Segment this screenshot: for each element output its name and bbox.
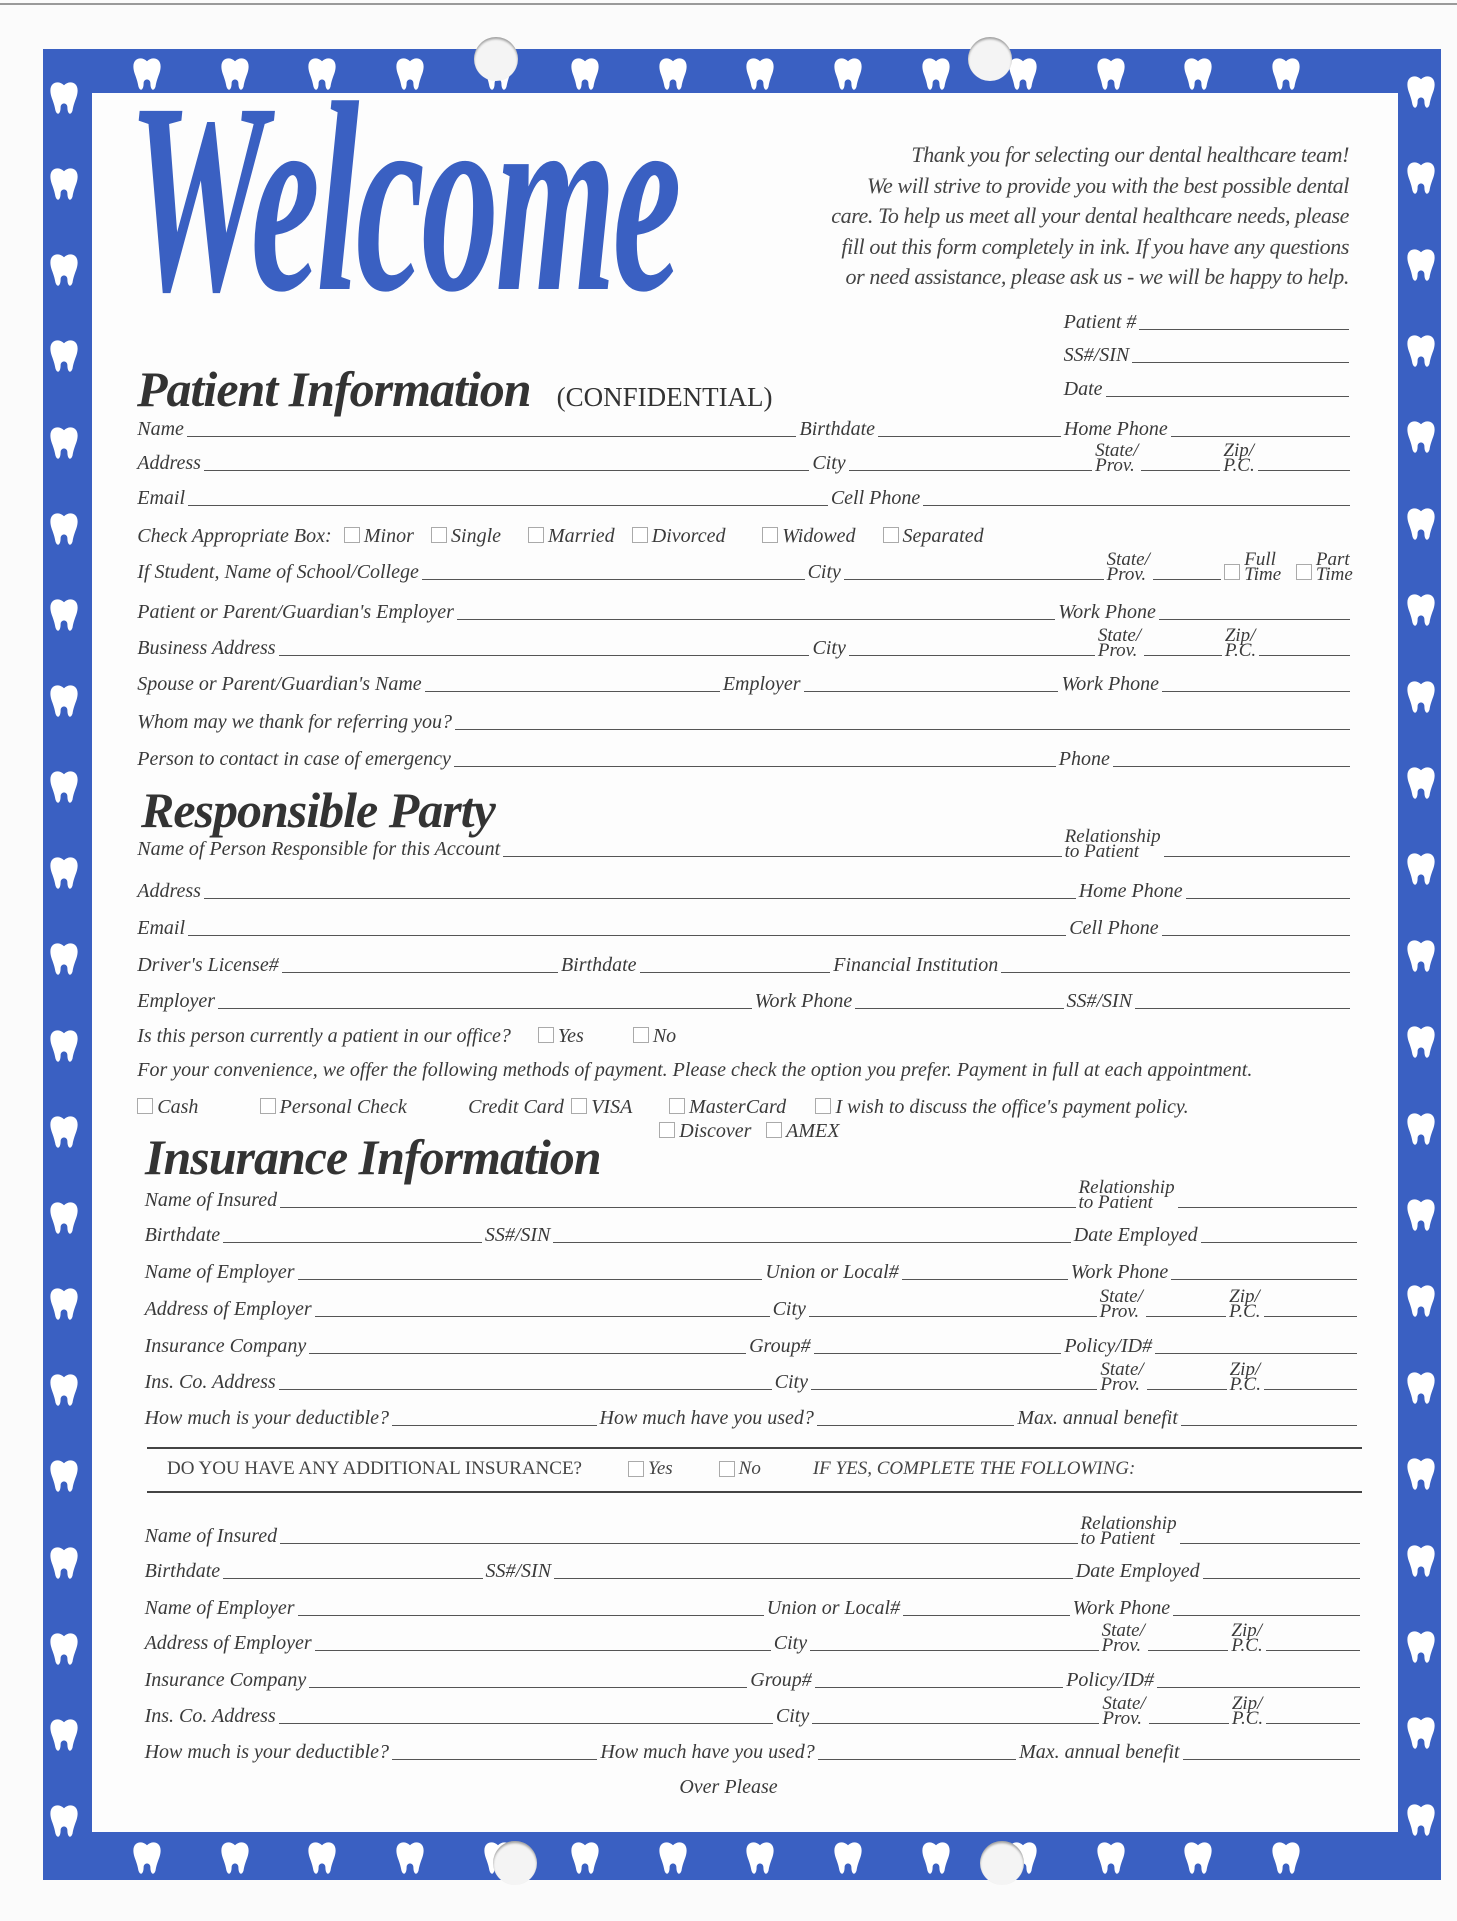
patient-label: Patient #: [1063, 311, 1137, 334]
tooth-icon: [47, 424, 81, 462]
person-to-contact-in-case-of-emergency-label: Person to contact in case of emergency: [137, 747, 451, 770]
city-label: City: [812, 452, 846, 475]
tooth-icon: [393, 1839, 427, 1877]
phone-input[interactable]: [1113, 766, 1350, 767]
home-phone-label: Home Phone: [1063, 418, 1168, 441]
tooth-icon: [1404, 937, 1438, 975]
tooth-icon: [1404, 850, 1438, 888]
birthdate-label: Birthdate: [560, 953, 637, 976]
state-prov-label: State/ Prov.: [1097, 625, 1142, 662]
discover-option[interactable]: [659, 1122, 751, 1143]
cash-checkbox[interactable]: [137, 1098, 153, 1114]
tooth-icon: [1404, 591, 1438, 629]
over-please-note: Over Please: [679, 1776, 778, 1798]
tooth-icon: [919, 1839, 953, 1877]
how-much-have-you-used-input[interactable]: [817, 1425, 1014, 1426]
if-student-name-of-school-college-label: If Student, Name of School/College: [137, 561, 419, 584]
zip-p-c-label: Zip/ P.C.: [1224, 625, 1257, 662]
welcome-heading: Welcome: [128, 47, 679, 348]
driver-s-license-label: Driver's License#: [137, 953, 279, 976]
employer-label: Employer: [722, 672, 801, 695]
part-time-checkbox[interactable]: [1296, 564, 1312, 580]
union-or-local-label: Union or Local#: [766, 1596, 901, 1619]
address-label: Address: [137, 452, 201, 475]
amex-option[interactable]: [766, 1122, 839, 1143]
tooth-icon: [1404, 1369, 1438, 1407]
how-much-have-you-used-label: How much have you used?: [599, 1406, 814, 1429]
additional-yes-label: Yes: [648, 1458, 673, 1479]
tooth-icon: [1269, 55, 1303, 93]
cash-label: Cash: [157, 1095, 199, 1118]
additional-no-label: No: [738, 1458, 761, 1479]
insurance-row: [145, 1386, 1361, 1430]
tooth-icon: [1404, 1023, 1438, 1061]
zip-p-c-label: Zip/ P.C.: [1231, 1692, 1264, 1729]
tooth-icon: [919, 55, 953, 93]
tooth-icon: [1404, 678, 1438, 716]
business-address-label: Business Address: [137, 637, 276, 660]
financial-institution-label: Financial Institution: [833, 953, 999, 976]
how-much-is-your-deductible-label: How much is your deductible?: [144, 1741, 389, 1764]
divider: [147, 1491, 1362, 1493]
tooth-icon: [1404, 764, 1438, 802]
email-label: Email: [137, 486, 186, 509]
tooth-icon: [568, 1839, 602, 1877]
responsible-row: [137, 817, 1353, 861]
tooth-icon: [1404, 1542, 1438, 1580]
tooth-icon: [218, 1839, 252, 1877]
union-or-local-label: Union or Local#: [765, 1261, 899, 1284]
group-label: Group#: [749, 1334, 811, 1357]
ss-sin-label: SS#/SIN: [484, 1224, 551, 1247]
how-much-is-your-deductible-input[interactable]: [392, 1759, 597, 1760]
tooth-icon: [47, 1027, 81, 1065]
name-of-insured-label: Name of Insured: [144, 1524, 278, 1547]
work-phone-label: Work Phone: [754, 990, 853, 1013]
email-label: Email: [137, 916, 186, 939]
ins-co-address-label: Ins. Co. Address: [144, 1371, 276, 1394]
tooth-icon: [47, 79, 81, 117]
additional-insurance-question: [167, 1458, 1135, 1480]
personal-check-checkbox[interactable]: [260, 1098, 276, 1114]
header-row: [1064, 357, 1352, 401]
ss-sin-label: SS#/SIN: [485, 1560, 552, 1583]
how-much-have-you-used-input[interactable]: [818, 1759, 1016, 1760]
no-label: No: [652, 1024, 677, 1047]
visa-checkbox[interactable]: [571, 1098, 587, 1114]
address-label: Address: [137, 879, 201, 902]
instruction-text: For your convenience, we offer the following methods of payment. Please check the option you prefer. Payment in full at each appointment.: [137, 1058, 1253, 1081]
patient-or-parent-guardian-s-employer-label: Patient or Parent/Guardian's Employer: [137, 600, 454, 623]
city-label: City: [775, 1704, 810, 1727]
birthdate-label: Birthdate: [144, 1560, 221, 1583]
tooth-icon: [1404, 1196, 1438, 1234]
divorced-label: Divorced: [651, 524, 726, 547]
policy-id-label: Policy/ID#: [1066, 1669, 1154, 1692]
name-of-person-responsible-for-this-acco-label: Name of Person Responsible for this Account: [137, 838, 501, 861]
ss-sin-label: SS#/SIN: [1066, 990, 1133, 1013]
how-much-have-you-used-label: How much have you used?: [600, 1741, 815, 1764]
zip-p-c-label: Zip/ P.C.: [1231, 1620, 1263, 1657]
state-prov-label: State/ Prov.: [1101, 1620, 1145, 1657]
tooth-icon: [305, 1839, 339, 1877]
max-annual-benefit-label: Max. annual benefit: [1017, 1406, 1178, 1429]
tooth-icon: [47, 510, 81, 548]
tooth-icon: [831, 1839, 865, 1877]
punch-hole: [980, 1841, 1024, 1885]
tooth-icon: [1404, 1282, 1438, 1320]
married-label: Married: [547, 524, 615, 547]
address-of-employer-label: Address of Employer: [144, 1632, 312, 1655]
section-title-text: Patient Information: [137, 361, 531, 417]
work-phone-label: Work Phone: [1072, 1596, 1171, 1619]
date-employed-label: Date Employed: [1075, 1560, 1200, 1583]
work-phone-label: Work Phone: [1070, 1261, 1169, 1284]
state-prov-label: State/ Prov.: [1102, 1692, 1146, 1729]
home-phone-label: Home Phone: [1078, 879, 1183, 902]
relationship-to-patient-label: Relationship to Patient: [1080, 1512, 1177, 1549]
tooth-icon: [743, 1839, 777, 1877]
additional-yes-checkbox[interactable]: [628, 1461, 644, 1477]
zip-p-c-label: Zip/ P.C.: [1229, 1285, 1261, 1322]
tooth-icon: [47, 251, 81, 289]
tooth-icon: [1404, 1455, 1438, 1493]
punch-hole: [968, 37, 1012, 81]
yes-label: Yes: [557, 1024, 584, 1047]
tooth-icon: [47, 1371, 81, 1409]
tooth-icon: [656, 1839, 690, 1877]
tooth-icon: [1094, 1839, 1128, 1877]
city-label: City: [774, 1371, 808, 1394]
tooth-icon: [1404, 1801, 1438, 1839]
patient-row: [137, 540, 1353, 584]
additional-instruction: IF YES, COMPLETE THE FOLLOWING:: [812, 1458, 1136, 1479]
cash-option[interactable]: [137, 1095, 199, 1119]
work-phone-input[interactable]: [855, 1008, 1063, 1009]
group-label: Group#: [750, 1669, 812, 1692]
tooth-icon: [1404, 1628, 1438, 1666]
additional-no-checkbox[interactable]: [719, 1461, 735, 1477]
tooth-icon: [47, 1113, 81, 1151]
discover-checkbox[interactable]: [659, 1122, 675, 1138]
tooth-icon: [47, 1544, 81, 1582]
confidential-label: (CONFIDENTIAL): [556, 382, 773, 412]
tooth-icon: [743, 55, 777, 93]
separated-label: Separated: [902, 524, 984, 547]
tooth-icon: [1404, 1714, 1438, 1752]
state-prov-label: State/ Prov.: [1100, 1359, 1144, 1396]
tooth-icon: [1094, 55, 1128, 93]
intro-message: [729, 140, 1349, 293]
spouse-or-parent-guardian-s-name-label: Spouse or Parent/Guardian's Name: [137, 672, 422, 695]
minor-label: Minor: [363, 524, 414, 547]
state-prov-label: State/ Prov.: [1106, 549, 1150, 586]
city-label: City: [773, 1632, 808, 1655]
tooth-icon: [47, 1199, 81, 1237]
intro-line: We will strive to provide you with the best possible dental: [867, 172, 1349, 198]
widowed-label: Widowed: [782, 524, 856, 547]
insurance-company-label: Insurance Company: [144, 1669, 307, 1692]
insurance-information-title: Insurance Information: [145, 1129, 601, 1185]
tooth-icon: [1404, 159, 1438, 197]
name-of-employer-label: Name of Employer: [144, 1596, 295, 1619]
tooth-icon: [130, 1839, 164, 1877]
amex-checkbox[interactable]: [766, 1122, 782, 1138]
divider: [147, 1447, 1362, 1449]
single-label: Single: [451, 524, 502, 547]
tooth-icon: [1404, 246, 1438, 284]
tooth-icon: [1404, 418, 1438, 456]
policy-id-label: Policy/ID#: [1064, 1334, 1153, 1357]
city-label: City: [812, 637, 846, 660]
tooth-icon: [1404, 505, 1438, 543]
instruction-text: Is this person currently a patient in our office?: [137, 1024, 511, 1047]
responsible-row: [659, 1095, 840, 1143]
additional-insurance-label: DO YOU HAVE ANY ADDITIONAL INSURANCE?: [167, 1458, 582, 1479]
tooth-icon: [47, 1285, 81, 1323]
tooth-icon: [47, 165, 81, 203]
name-of-employer-label: Name of Employer: [144, 1261, 295, 1284]
intro-line: or need assistance, please ask us - we will be happy to help.: [845, 264, 1349, 290]
city-label: City: [772, 1297, 806, 1320]
instruction-text: Credit Card: [468, 1095, 564, 1118]
max-annual-benefit-input[interactable]: [1183, 1759, 1360, 1760]
tooth-icon: [47, 337, 81, 375]
patient-row: [137, 727, 1353, 771]
name-of-insured-label: Name of Insured: [144, 1188, 278, 1211]
cell-phone-label: Cell Phone: [1069, 916, 1159, 939]
work-phone-label: Work Phone: [1058, 600, 1156, 623]
tooth-icon: [47, 1802, 81, 1840]
tooth-icon: [47, 854, 81, 892]
intro-line: care. To help us meet all your dental healthcare needs, please: [831, 203, 1349, 229]
instruction-text: Check Appropriate Box:: [137, 524, 332, 547]
additional-row: [145, 1720, 1363, 1764]
birthdate-label: Birthdate: [144, 1224, 221, 1247]
intro-line: Thank you for selecting our dental healthcare team!: [911, 142, 1349, 167]
whom-may-we-thank-for-referring-you-label: Whom may we thank for referring you?: [137, 710, 452, 733]
tooth-icon: [1404, 1110, 1438, 1148]
amex-label: AMEX: [786, 1120, 840, 1143]
tooth-icon: [1181, 1839, 1215, 1877]
part-time-label: Part Time: [1315, 549, 1353, 586]
full-time-checkbox[interactable]: [1224, 564, 1240, 580]
ss-sin-input[interactable]: [1135, 1008, 1350, 1009]
visa-option[interactable]: [571, 1095, 633, 1119]
responsible-party-title: Responsible Party: [141, 782, 495, 838]
relationship-to-patient-input[interactable]: [1164, 856, 1350, 857]
employer-label: Employer: [137, 990, 215, 1013]
visa-label: VISA: [591, 1095, 633, 1118]
tooth-icon: [47, 1716, 81, 1754]
date-employed-label: Date Employed: [1073, 1224, 1198, 1247]
person-to-contact-in-case-of-emergency-input[interactable]: [454, 766, 1056, 767]
state-prov-label: State/ Prov.: [1095, 440, 1139, 477]
i-wish-to-discuss-the-office-s-payment-p-option[interactable]: [815, 1095, 1189, 1119]
how-much-is-your-deductible-input[interactable]: [392, 1425, 597, 1426]
tooth-icon: [47, 1457, 81, 1495]
zip-p-c-label: Zip/ P.C.: [1229, 1359, 1261, 1396]
tooth-icon: [47, 596, 81, 634]
personal-check-option[interactable]: [260, 1095, 407, 1119]
ss-sin-label: SS#/SIN: [1063, 344, 1130, 367]
address-of-employer-label: Address of Employer: [144, 1297, 312, 1320]
how-much-is-your-deductible-label: How much is your deductible?: [144, 1406, 389, 1429]
insurance-company-label: Insurance Company: [144, 1334, 307, 1357]
discover-label: Discover: [679, 1120, 752, 1143]
tooth-icon: [1404, 73, 1438, 111]
tooth-icon: [47, 768, 81, 806]
full-time-label: Full Time: [1244, 549, 1282, 586]
name-of-person-responsible-for-this-acco-input[interactable]: [503, 856, 1061, 857]
tooth-icon: [1404, 332, 1438, 370]
cell-phone-input[interactable]: [923, 505, 1350, 506]
state-prov-label: State/ Prov.: [1099, 1285, 1143, 1322]
phone-label: Phone: [1058, 747, 1110, 770]
cell-phone-label: Cell Phone: [830, 486, 921, 509]
personal-check-label: Personal Check: [279, 1095, 407, 1118]
tooth-icon: [1181, 55, 1215, 93]
ins-co-address-label: Ins. Co. Address: [144, 1704, 276, 1727]
tooth-icon: [831, 55, 865, 93]
tooth-icon: [47, 1630, 81, 1668]
tooth-icon: [47, 940, 81, 978]
relationship-to-patient-label: Relationship to Patient: [1078, 1176, 1175, 1213]
date-label: Date: [1063, 377, 1103, 400]
tooth-icon: [1269, 1839, 1303, 1877]
name-label: Name: [137, 418, 184, 441]
city-label: City: [807, 561, 841, 584]
birthdate-label: Birthdate: [799, 418, 876, 441]
max-annual-benefit-label: Max. annual benefit: [1019, 1741, 1180, 1764]
zip-p-c-label: Zip/ P.C.: [1223, 440, 1255, 477]
relationship-to-patient-label: Relationship to Patient: [1064, 826, 1161, 863]
mastercard-label: MasterCard: [689, 1095, 787, 1118]
intro-line: fill out this form completely in ink. If you have any questions: [841, 233, 1349, 259]
page-top-rule: [0, 3, 1457, 5]
punch-hole: [493, 1841, 537, 1885]
i-wish-to-discuss-the-office-s-payment-p-label: I wish to discuss the office's payment policy.: [835, 1095, 1189, 1118]
max-annual-benefit-input[interactable]: [1181, 1425, 1357, 1426]
tooth-icon: [47, 682, 81, 720]
work-phone-label: Work Phone: [1061, 672, 1160, 695]
